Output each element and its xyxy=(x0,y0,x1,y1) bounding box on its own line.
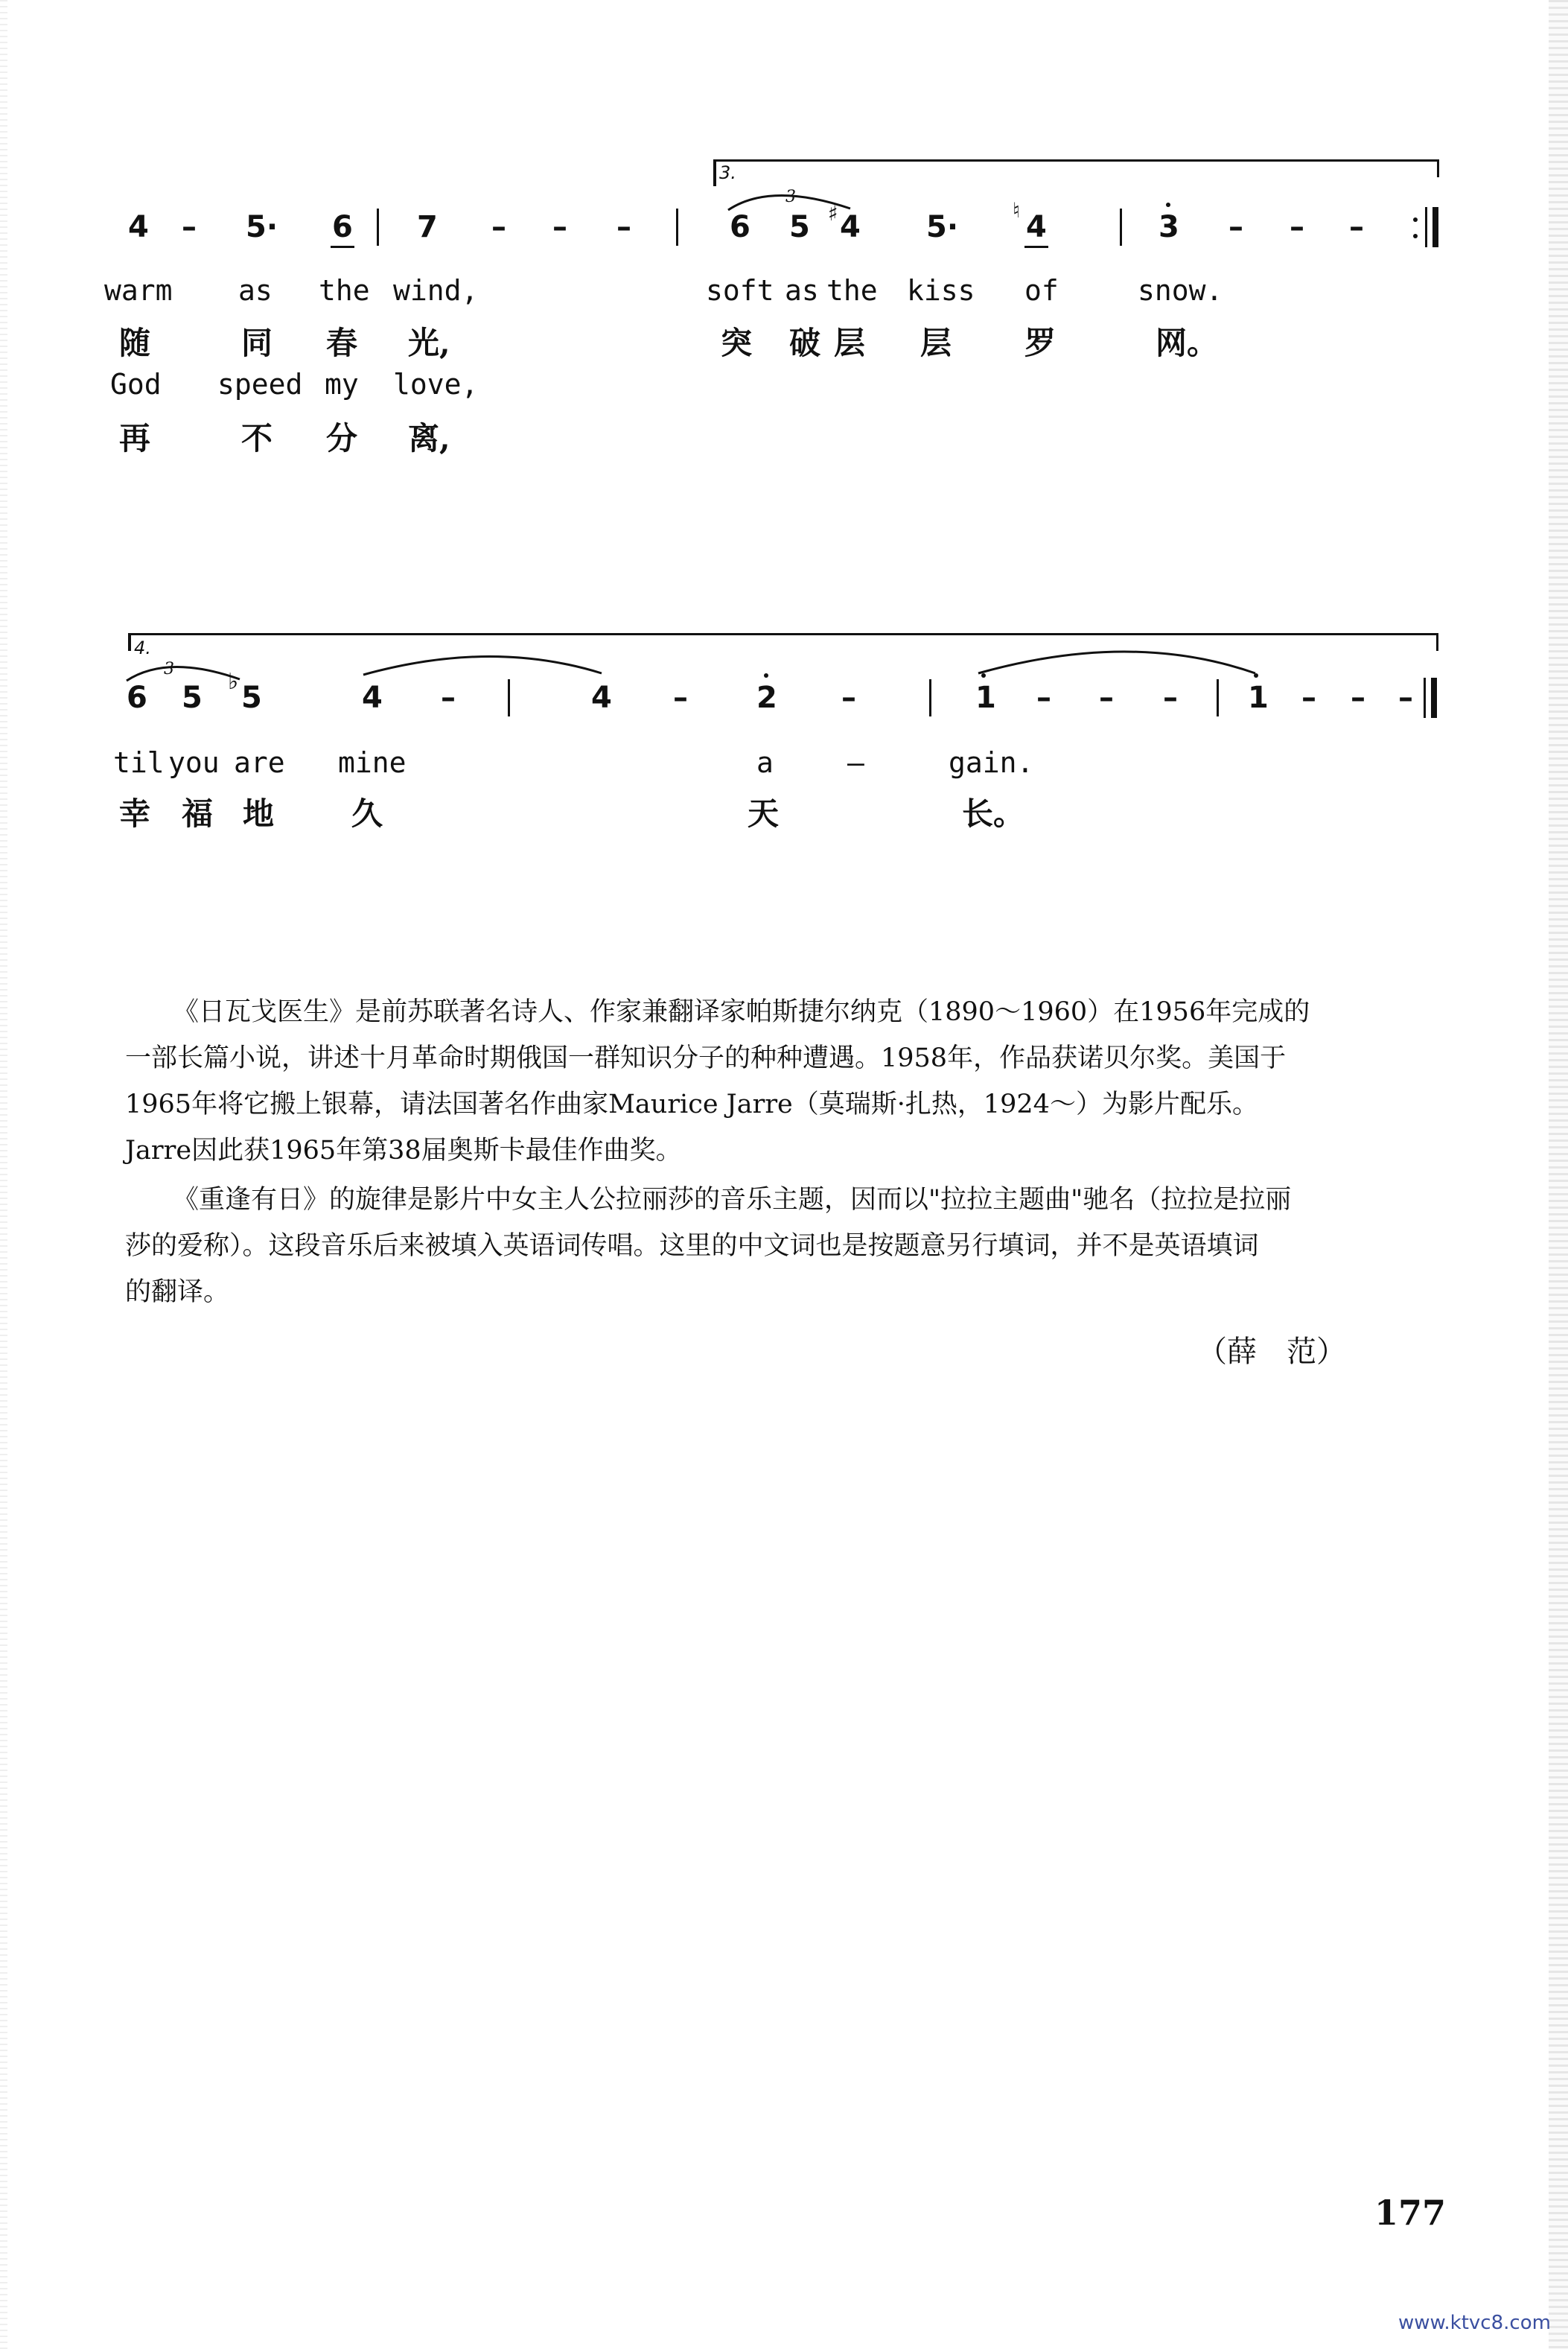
lyric: mine xyxy=(338,746,407,779)
note: 5· xyxy=(926,210,959,244)
note: 1 xyxy=(975,681,996,715)
tuplet-slur xyxy=(127,667,240,681)
dash: – xyxy=(182,210,197,244)
note: 5 xyxy=(789,210,810,244)
watermark: www.ktvc8.com xyxy=(1398,2312,1551,2334)
lyric: 同 xyxy=(241,325,273,361)
lyric: 破 xyxy=(789,325,821,361)
lyric: snow. xyxy=(1138,274,1223,307)
lyric: as xyxy=(785,274,819,307)
commentary-line: 《重逢有日》的旋律是影片中女主人公拉丽莎的音乐主题，因而以"拉拉主题曲"驰名（拉拉是拉丽 xyxy=(173,1185,1292,1215)
note: 5· xyxy=(246,210,278,244)
note: 4 xyxy=(1026,210,1047,244)
lyric: as xyxy=(238,274,273,307)
lyric: 突 xyxy=(721,325,753,361)
lyric: til xyxy=(113,746,165,779)
lyric: 福 xyxy=(182,795,214,832)
lyric: my xyxy=(325,368,359,401)
note: 5 xyxy=(182,681,203,715)
lyric: a xyxy=(756,746,774,779)
dash: – xyxy=(1228,210,1243,244)
lyric: 久 xyxy=(351,795,383,832)
dash: – xyxy=(1301,681,1316,715)
note: 6 xyxy=(332,210,353,244)
commentary-line: 的翻译。 xyxy=(125,1277,230,1307)
note: 3 xyxy=(1159,210,1179,244)
dash: – xyxy=(1290,210,1304,244)
dash: – xyxy=(841,681,856,715)
lyric: wind, xyxy=(393,274,479,307)
natural-icon: ♮ xyxy=(1013,198,1021,223)
lyric: 网。 xyxy=(1156,325,1219,361)
tuplet-slur xyxy=(728,195,850,210)
lyric: 幸 xyxy=(119,795,151,832)
lyric: – xyxy=(847,746,864,779)
volta-label: 3. xyxy=(719,162,736,183)
lyric: the xyxy=(319,274,370,307)
page-number: 177 xyxy=(1374,2193,1447,2233)
lyric: soft xyxy=(706,274,774,307)
commentary-line: 《日瓦戈医生》是前苏联著名诗人、作家兼翻译家帕斯捷尔纳克（1890～1960）在1956年完成的 xyxy=(173,997,1310,1027)
dash: – xyxy=(1398,681,1413,715)
note: 5 xyxy=(241,681,262,715)
commentary-line: 一部长篇小说，讲述十月革命时期俄国一群知识分子的种种遭遇。1958年，作品获诺贝尔奖。美国于 xyxy=(125,1043,1287,1073)
note: 4 xyxy=(362,681,383,715)
dash: – xyxy=(1099,681,1114,715)
commentary-line: Jarre因此获1965年第38届奥斯卡最佳作曲奖。 xyxy=(125,1136,682,1166)
lyric: 随 xyxy=(119,325,151,361)
commentary-line: 1965年将它搬上银幕，请法国著名作曲家Maurice Jarre（莫瑞斯·扎热，1924～）为影片配乐。 xyxy=(125,1090,1258,1119)
lyric: the xyxy=(826,274,878,307)
dash: – xyxy=(491,210,506,244)
dash: – xyxy=(1349,210,1364,244)
note: 4 xyxy=(128,210,149,244)
note: 6 xyxy=(730,210,750,244)
lyric: gain. xyxy=(949,746,1034,779)
dash: – xyxy=(1351,681,1365,715)
tuplet-number: 3 xyxy=(785,188,796,206)
lyric: 不 xyxy=(241,420,273,457)
dash: – xyxy=(616,210,631,244)
lyric: 光, xyxy=(408,325,450,361)
lyric: 春 xyxy=(326,325,358,361)
flat-icon: ♭ xyxy=(228,669,239,695)
note: 7 xyxy=(417,210,438,244)
note: 1 xyxy=(1248,681,1269,715)
commentary-line: 莎的爱称）。这段音乐后来被填入英语词传唱。这里的中文词也是按题意另行填词，并不是英语填词 xyxy=(125,1231,1259,1261)
lyric: you xyxy=(168,746,220,779)
sharp-icon: ♯ xyxy=(828,201,838,226)
author-credit: （薛 范） xyxy=(1197,1335,1346,1369)
lyric: God xyxy=(110,368,162,401)
lyric: kiss xyxy=(907,274,975,307)
dash: – xyxy=(1163,681,1178,715)
lyric: 罗 xyxy=(1024,325,1057,361)
lyric: 地 xyxy=(243,795,275,832)
lyric: 分 xyxy=(326,420,358,457)
lyric: love, xyxy=(393,368,479,401)
lyric: warm xyxy=(104,274,173,307)
tuplet-number: 3 xyxy=(164,660,174,678)
lyric: speed xyxy=(217,368,303,401)
lyric: 离, xyxy=(408,420,450,457)
lyric: 层 xyxy=(834,325,866,361)
dash: – xyxy=(552,210,567,244)
tie-slur xyxy=(978,652,1255,673)
tie-slur xyxy=(363,656,602,675)
lyric: are xyxy=(234,746,285,779)
note: 2 xyxy=(756,681,777,715)
lyric: 层 xyxy=(920,325,952,361)
lyric: of xyxy=(1024,274,1059,307)
dash: – xyxy=(441,681,456,715)
dash: – xyxy=(673,681,688,715)
note: 4 xyxy=(591,681,612,715)
volta-label: 4. xyxy=(134,638,151,658)
lyric: 再 xyxy=(119,420,151,457)
lyric: 天 xyxy=(748,795,780,832)
dash: – xyxy=(1036,681,1051,715)
lyric: 长。 xyxy=(962,795,1025,832)
note: 6 xyxy=(127,681,147,715)
note: 4 xyxy=(840,210,861,244)
